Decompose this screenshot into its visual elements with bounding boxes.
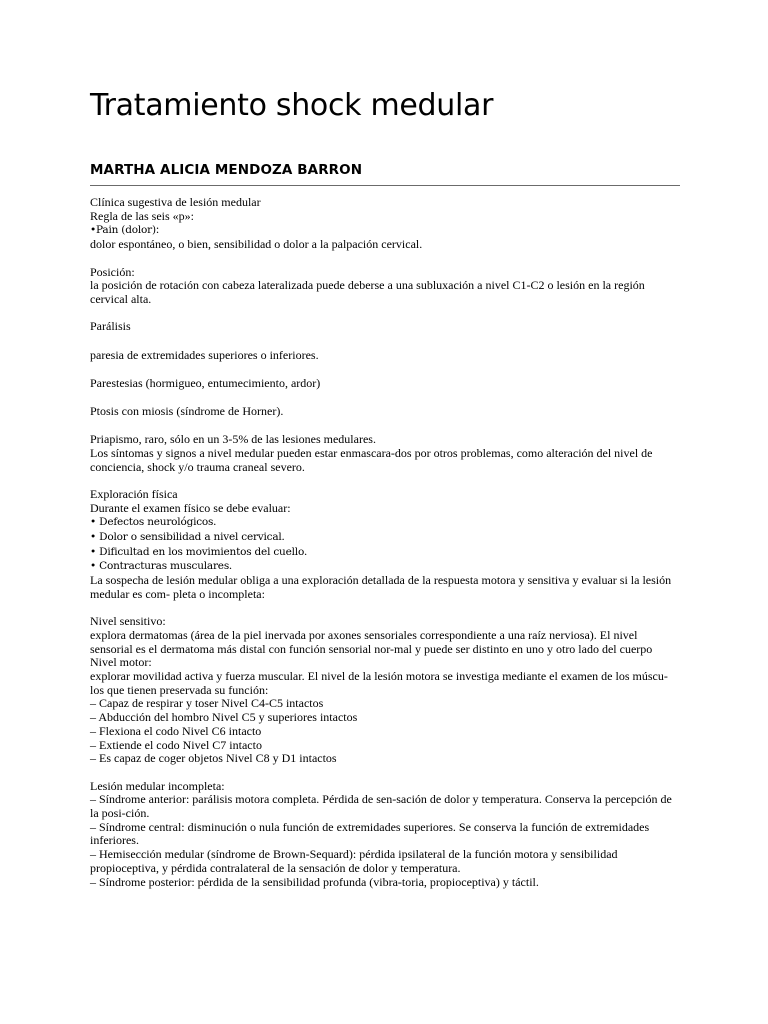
clinica-heading: Clínica sugestiva de lesión medular	[90, 195, 261, 209]
pain-text: dolor espontáneo, o bien, sensibilidad o dolor a la palpación cervical.	[90, 237, 423, 252]
nivel-sensitivo-text: explora dermatomas (área de la piel inervada por axones sensoriales correspondiente a una raíz nerviosa). El nivel sensorial es el dermatoma más distal con función sensorial nor-mal y puede ser distinto en uno y otro lado del cuerpo	[90, 627, 653, 656]
paralisis-heading: Parálisis	[90, 319, 131, 334]
ptosis-text: Ptosis con miosis (síndrome de Horner).	[90, 403, 284, 418]
clinica-rule: Regla de las seis «p»:	[90, 208, 194, 223]
nivel-sensitivo-heading: Nivel sensitivo:	[90, 614, 166, 629]
exploracion-item	[90, 530, 680, 545]
nivel-motor-item: – Flexiona el codo Nivel C6 intacto	[90, 723, 262, 738]
nivel-motor-heading: Nivel motor:	[90, 655, 152, 670]
document-title: Tratamiento shock medular	[90, 88, 494, 123]
exploracion-item-text: • Dificultad en los movimientos del cuello	[90, 545, 305, 558]
exploracion-item-end: .	[281, 529, 285, 544]
pain-line	[90, 223, 680, 238]
exploracion-item	[90, 545, 680, 560]
nivel-motor-item: – Extiende el codo Nivel C7 intacto	[90, 737, 262, 752]
paralisis-text: paresia de extremidades superiores o inferiores.	[90, 347, 319, 362]
nivel-motor-text: explorar movilidad activa y fuerza muscular. El nivel de la lesión motora se investiga mediante el examen de los múscu-los que tienen preservada su función:	[90, 669, 668, 697]
priapismo-text: Priapismo, raro, sólo en un 3-5% de las lesiones medulares.	[90, 432, 376, 447]
exploracion-item-end: .	[229, 558, 233, 573]
pain-colon: :	[155, 222, 160, 237]
document-author: MARTHA ALICIA MENDOZA BARRON	[90, 162, 363, 178]
nivel-motor-item: – Abducción del hombro Nivel C5 y superiores intactos	[90, 710, 358, 725]
exploracion-item-text: • Defectos neurológicos	[90, 516, 214, 529]
exploracion-item-text: • Dolor o sensibilidad a nivel cervical	[90, 531, 282, 544]
lesion-incompleta-item: – Síndrome central: disminución o nula función de extremidades superiores. Se conserva la función de extremidades inferiores.	[90, 819, 650, 848]
exploracion-item-end: .	[213, 514, 217, 529]
exploracion-item	[90, 559, 680, 574]
document-body	[90, 196, 680, 889]
title-divider	[90, 185, 680, 186]
exploracion-heading: Exploración física	[90, 486, 178, 501]
lesion-incompleta-item: – Síndrome posterior: pérdida de la sensibilidad profunda (vibra-toria, propioceptiva) y táctil.	[90, 874, 539, 889]
exploracion-item	[90, 515, 680, 530]
exploracion-intro: Durante el examen físico se debe evaluar:	[90, 500, 291, 515]
exploracion-item-end: .	[304, 543, 308, 558]
lesion-incompleta-item: – Hemisección medular (síndrome de Brown-Sequard): pérdida ipsilateral de la función motora y sensibilidad propioceptiva, y pérdida contralateral de la sensación de dolor y temperatura.	[90, 847, 618, 875]
parestesias-text: Parestesias (hormigueo, entumecimiento, ardor)	[90, 375, 321, 390]
lesion-incompleta-item: – Síndrome anterior: parálisis motora completa. Pérdida de sen-sación de dolor y temperatura. Conserva la percepción de la posi-ción.	[90, 792, 672, 821]
posicion-text: la posición de rotación con cabeza lateralizada puede deberse a una subluxación a nivel C1-C2 o lesión en la región cervical alta.	[90, 278, 645, 306]
pain-label: •Pain (dolor)	[90, 224, 156, 237]
lesion-incompleta-heading: Lesión medular incompleta:	[90, 778, 225, 793]
exploracion-conclusion: La sospecha de lesión medular obliga a una exploración detallada de la respuesta motora y sensitiva y evaluar si la lesión medular es com- pleta o incompleta:	[90, 573, 672, 601]
posicion-heading: Posición:	[90, 264, 135, 279]
nivel-motor-item: – Es capaz de coger objetos Nivel C8 y D1 intactos	[90, 751, 337, 766]
nivel-motor-item: – Capaz de respirar y toser Nivel C4-C5 intactos	[90, 696, 324, 711]
exploracion-item-text: • Contracturas musculares	[90, 560, 230, 573]
sintomas-text: Los síntomas y signos a nivel medular pueden estar enmascara-dos por otros problemas, como alteración del nivel de conciencia, shock y/o trauma craneal severo.	[90, 445, 653, 474]
